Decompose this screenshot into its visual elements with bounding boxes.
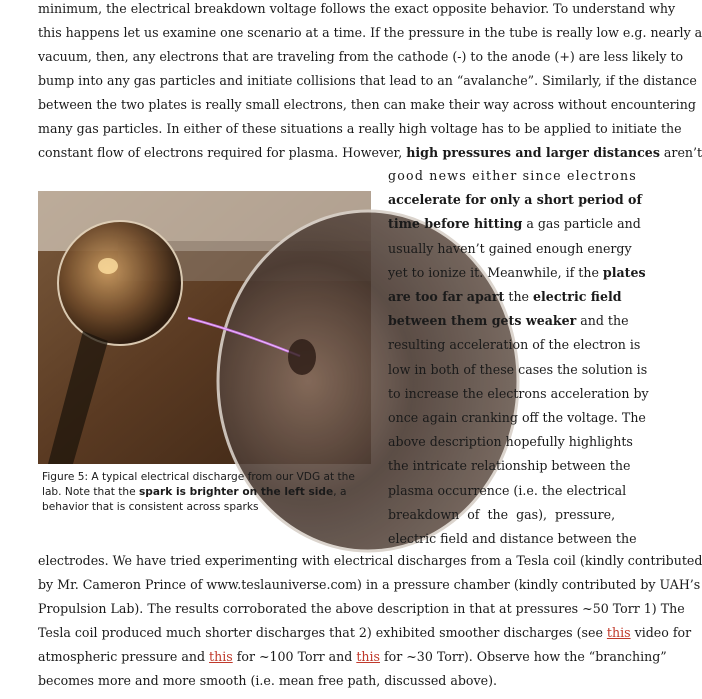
bold-text: between them gets weaker <box>388 313 577 329</box>
text-line: becomes more and more smooth (i.e. mean free path, discussed above). <box>38 673 497 688</box>
discharge-photo <box>38 191 371 464</box>
top-paragraph <box>38 0 702 165</box>
figure-caption <box>42 470 374 515</box>
bottom-paragraph <box>38 549 702 693</box>
text-run: for ~100 Torr and <box>232 649 357 664</box>
text-line <box>388 309 629 333</box>
text-run: video for <box>630 625 692 640</box>
text-run: for ~30 Torr). Observe how the “branching” <box>379 649 667 664</box>
caption-text: Figure 5: A typical electrical discharge from our VDG at the lab. Note that the <box>42 471 355 498</box>
text-line: good news either since electrons <box>388 168 637 183</box>
text-line: resulting acceleration of the electron is <box>388 337 641 353</box>
text-line: electric field and distance between the <box>388 531 637 547</box>
side-column <box>388 164 649 551</box>
text-line: once again cranking off the voltage. The <box>388 410 646 426</box>
text-line <box>38 141 702 165</box>
text-line <box>388 188 642 212</box>
bold-text: plates <box>602 264 646 280</box>
text-line: many gas particles. In either of these situations a really high voltage has to be applied to initiate the <box>38 121 682 136</box>
text-line <box>388 212 641 236</box>
bold-text: accelerate for only a short period of <box>388 192 642 208</box>
text-line <box>388 285 622 309</box>
text-line: low in both of these cases the solution is <box>388 361 648 377</box>
text-line: bump into any gas particles and initiate collisions that lead to an “avalanche”. Similarly, if the distance <box>38 73 697 88</box>
text-run: and the <box>576 313 629 329</box>
caption-text: , a behavior that is consistent across sparks <box>42 486 347 513</box>
text-line: the intricate relationship between the <box>388 458 631 474</box>
text-line: usually haven’t gained enough energy <box>388 240 632 256</box>
text-run: yet to ionize it. Meanwhile, if the <box>388 264 603 280</box>
text-run: aren’t <box>659 145 702 160</box>
text-run: a gas particle and <box>522 216 641 232</box>
bold-text: are too far apart <box>388 289 505 305</box>
text-run: the <box>504 289 534 305</box>
video-link-2[interactable]: this <box>209 649 233 664</box>
text-line: between the two plates is really small electrons, then can make their way across without encountering <box>38 97 696 112</box>
text-line: this happens let us examine one scenario at a time. If the pressure in the tube is really low e.g. nearly a <box>38 25 702 40</box>
bold-text: high pressures and larger distances <box>406 145 660 160</box>
figure-photo <box>38 191 371 464</box>
text-line: by Mr. Cameron Prince of www.teslauniverse.com) in a pressure chamber (kindly contributed by UAH’s <box>38 577 701 592</box>
text-line: breakdown of the gas), pressure, <box>388 506 616 522</box>
text-line: electrodes. We have tried experimenting with electrical discharges from a Tesla coil (kindly contributed <box>38 553 702 568</box>
caption-bold: spark is brighter on the left side <box>138 486 334 498</box>
text-run: constant flow of electrons required for plasma. However, <box>38 145 407 160</box>
text-run: atmospheric pressure and <box>38 649 210 664</box>
bold-text: electric field <box>533 289 622 305</box>
video-link-3[interactable]: this <box>356 649 380 664</box>
text-line: above description hopefully highlights <box>388 434 633 450</box>
text-line: plasma occurrence (i.e. the electrical <box>388 482 627 498</box>
video-link-1[interactable]: this <box>606 625 631 640</box>
bold-text: time before hitting <box>388 216 523 232</box>
text-line: vacuum, then, any electrons that are traveling from the cathode (-) to the anode (+) are less likely to <box>38 49 684 64</box>
text-line <box>38 621 692 645</box>
text-line <box>388 261 646 285</box>
text-line: Propulsion Lab). The results corroborated the above description in that at pressures ~50 Torr 1) The <box>38 601 685 616</box>
text-line <box>38 645 667 669</box>
text-line: minimum, the electrical breakdown voltage follows the exact opposite behavior. To understand why <box>38 1 676 16</box>
text-run: Tesla coil produced much shorter discharges that 2) exhibited smoother discharges (see <box>38 625 607 640</box>
text-line: to increase the electrons acceleration by <box>388 385 649 401</box>
